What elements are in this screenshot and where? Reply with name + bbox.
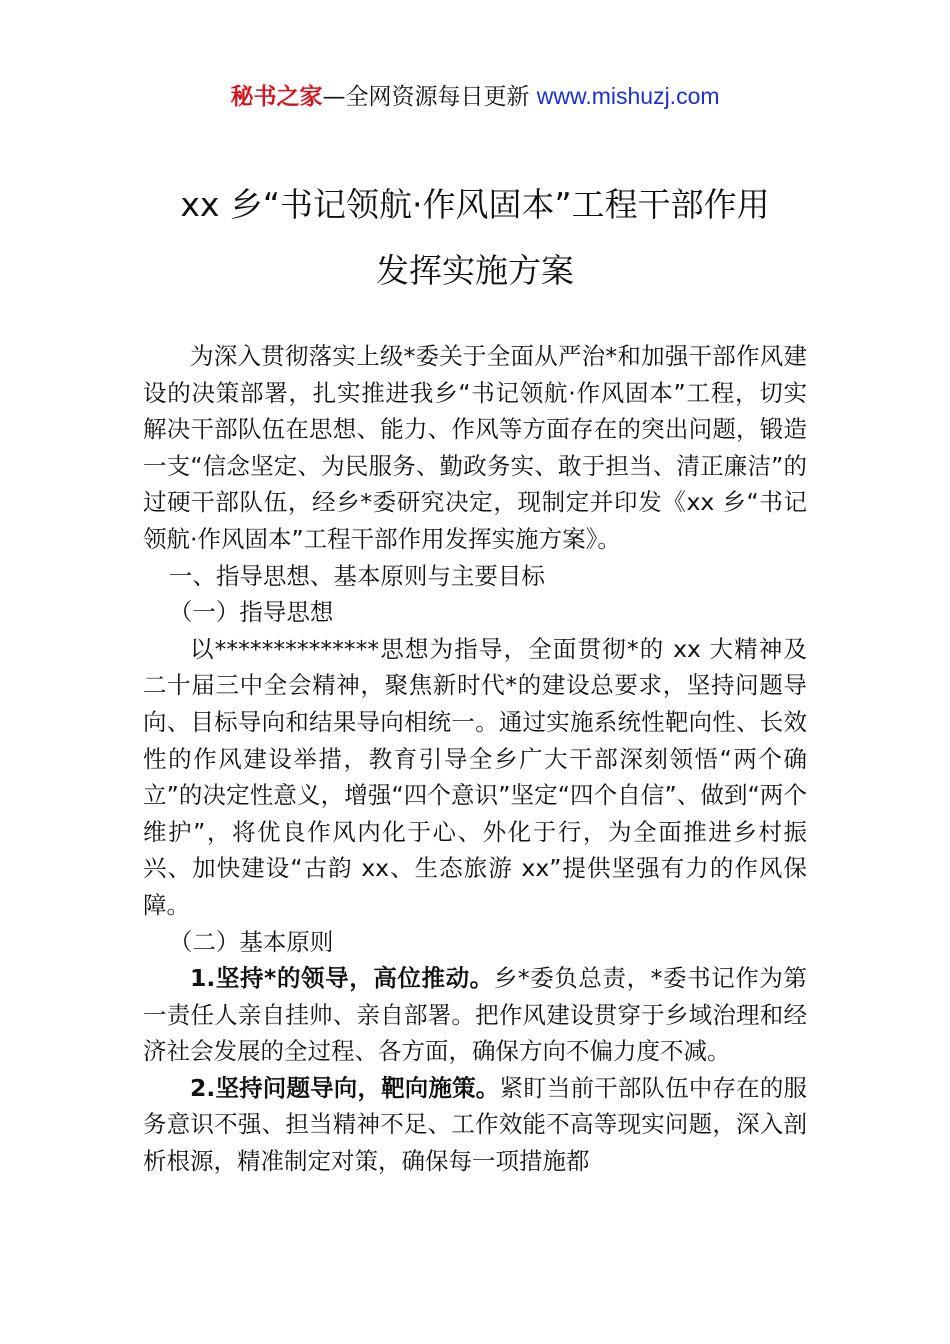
title-line-1: xx 乡“书记领航·作风固本”工程干部作用 (180, 185, 770, 224)
principle-1-text: 乡*委负总责，*委书记作为第一责任人亲自挂帅、亲自部署。把作风建设贯穿于乡域治理和经济社会发展的全过程、各方面，确保方向不偏力度不减。 (143, 964, 807, 1066)
subsection-heading-principles: （二）基本原则 (168, 927, 334, 956)
document-title (60, 172, 890, 304)
principle-2-heading: 2.坚持问题导向，靶向施策。 (190, 1073, 500, 1102)
site-header (0, 80, 950, 113)
principle-paragraph-1 (143, 960, 807, 1070)
brand-name: 秘书之家 (230, 84, 323, 110)
guiding-paragraph: 以**************思想为指导，全面贯彻*的 xx 大精神及二十届三中全会精神，聚焦新时代*的建设总要求，坚持问题导向、目标导向和结果导向相统一。通过实施系统性靶向性、长效性的作风建设举措，教育引导全乡广大干部深刻领悟“两个确立”的决定性意义，增强“四个意识”坚定“四个自信”、做到“两个维护”，将优良作风内化于心、外化于行，为全面推进乡村振兴、加快建设“古韵 xx、生态旅游 xx”提供坚强有力的作风保障。 (143, 634, 807, 919)
principle-2-text: 紧盯当前干部队伍中存在的服务意识不强、担当精神不足、工作效能不高等现实问题，深入剖析根源，精准制定对策，确保每一项措施都 (143, 1073, 808, 1176)
subsection-heading-guiding: （一）指导思想 (168, 598, 334, 627)
section-heading-1: 一、指导思想、基本原则与主要目标 (168, 561, 545, 590)
intro-paragraph: 为深入贯彻落实上级*委关于全面从严治*和加强干部作风建设的决策部署，扎实推进我乡“书记领航·作风固本”工程，切实解决干部队伍在思想、能力、作风等方面存在的突出问题，锻造一支“信念坚定、为民服务、勤政务实、敢于担当、清正廉洁”的过硬干部队伍，经乡*委研究决定，现制定并印发《xx 乡“书记领航·作风固本”工程干部作用发挥实施方案》。 (143, 342, 807, 553)
document-body (143, 338, 807, 1180)
principle-paragraph-2 (143, 1070, 807, 1180)
principle-1-heading: 1.坚持*的领导，高位推动。 (190, 964, 494, 993)
title-line-2: 发挥实施方案 (376, 251, 574, 290)
header-tagline: —全网资源每日更新 (322, 84, 537, 110)
site-link[interactable]: www.mishuzj.com (536, 83, 720, 109)
